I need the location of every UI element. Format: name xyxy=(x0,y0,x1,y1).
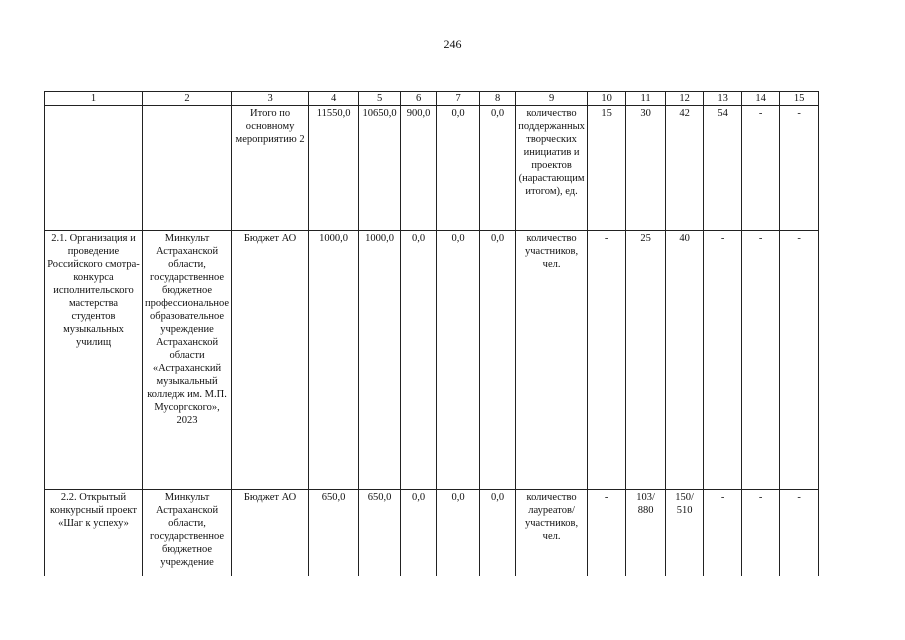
table-cell: 54 xyxy=(704,106,742,231)
table-cell: 0,0 xyxy=(437,231,480,490)
table-cell: Итого по основному мероприятию 2 xyxy=(232,106,309,231)
table-cell: 15 xyxy=(588,106,626,231)
cell-line: 103/ xyxy=(636,492,655,503)
table-cell xyxy=(626,490,666,577)
table-cell: - xyxy=(588,231,626,490)
header-row xyxy=(45,92,819,106)
column-header: 14 xyxy=(742,92,780,106)
table-cell: Минкульт Астраханской области, государственное бюджетное профессиональное образовательное учреждение Астраханской области «Астраханский музыкальный колледж им. М.П. Мусоргского», 2023 xyxy=(143,231,232,490)
table-cell: 0,0 xyxy=(480,106,516,231)
table-cell: - xyxy=(742,106,780,231)
column-header: 6 xyxy=(401,92,437,106)
table-cell: - xyxy=(780,106,819,231)
table-cell: - xyxy=(780,231,819,490)
table-row xyxy=(45,231,819,490)
table-cell xyxy=(143,106,232,231)
column-header: 15 xyxy=(780,92,819,106)
table-cell: Бюджет АО xyxy=(232,231,309,490)
column-header: 4 xyxy=(309,92,359,106)
cell-line: 510 xyxy=(676,505,693,516)
table-cell: 40 xyxy=(666,231,704,490)
table-cell: 10650,0 xyxy=(359,106,401,231)
table-cell xyxy=(45,106,143,231)
table-cell: количество лауреатов/ участников, чел. xyxy=(516,490,588,577)
column-header: 7 xyxy=(437,92,480,106)
column-header: 12 xyxy=(666,92,704,106)
table-cell xyxy=(666,490,704,577)
table-cell: 0,0 xyxy=(480,231,516,490)
table-cell: 0,0 xyxy=(401,231,437,490)
table-cell: 1000,0 xyxy=(309,231,359,490)
page-number: 246 xyxy=(443,37,462,51)
budget-table xyxy=(44,91,819,576)
cell-line: 880 xyxy=(637,505,654,516)
column-header: 5 xyxy=(359,92,401,106)
table-cell: - xyxy=(742,231,780,490)
column-header: 8 xyxy=(480,92,516,106)
column-header: 3 xyxy=(232,92,309,106)
table-cell: 0,0 xyxy=(480,490,516,577)
table-cell: - xyxy=(780,490,819,577)
table-cell: Минкульт Астраханской области, государственное бюджетное учреждение xyxy=(143,490,232,577)
table-cell: количество участников, чел. xyxy=(516,231,588,490)
table-row xyxy=(45,106,819,231)
column-header: 13 xyxy=(704,92,742,106)
table-cell: 42 xyxy=(666,106,704,231)
table-row xyxy=(45,490,819,577)
table-cell: - xyxy=(704,490,742,577)
table-cell: 1000,0 xyxy=(359,231,401,490)
table-cell: 0,0 xyxy=(437,106,480,231)
table-cell: 11550,0 xyxy=(309,106,359,231)
table-cell: 0,0 xyxy=(437,490,480,577)
table-cell: Бюджет АО xyxy=(232,490,309,577)
table-cell: - xyxy=(704,231,742,490)
table-cell: 900,0 xyxy=(401,106,437,231)
cell-line: 150/ xyxy=(675,492,694,503)
table-cell: 0,0 xyxy=(401,490,437,577)
table-cell: 650,0 xyxy=(359,490,401,577)
table-cell: 2.2. Открытый конкурсный проект «Шаг к успеху» xyxy=(45,490,143,577)
table-cell: 30 xyxy=(626,106,666,231)
column-header: 9 xyxy=(516,92,588,106)
table-cell: 25 xyxy=(626,231,666,490)
table-cell: 650,0 xyxy=(309,490,359,577)
column-header: 10 xyxy=(588,92,626,106)
table-cell: - xyxy=(742,490,780,577)
table-cell: количество поддержанных творческих инициатив и проектов (нарастающим итогом), ед. xyxy=(516,106,588,231)
column-header: 1 xyxy=(45,92,143,106)
column-header: 11 xyxy=(626,92,666,106)
column-header: 2 xyxy=(143,92,232,106)
table-cell: - xyxy=(588,490,626,577)
table-cell: 2.1. Организация и проведение Российского смотра-конкурса исполнительского мастерства студентов музыкальных училищ xyxy=(45,231,143,490)
